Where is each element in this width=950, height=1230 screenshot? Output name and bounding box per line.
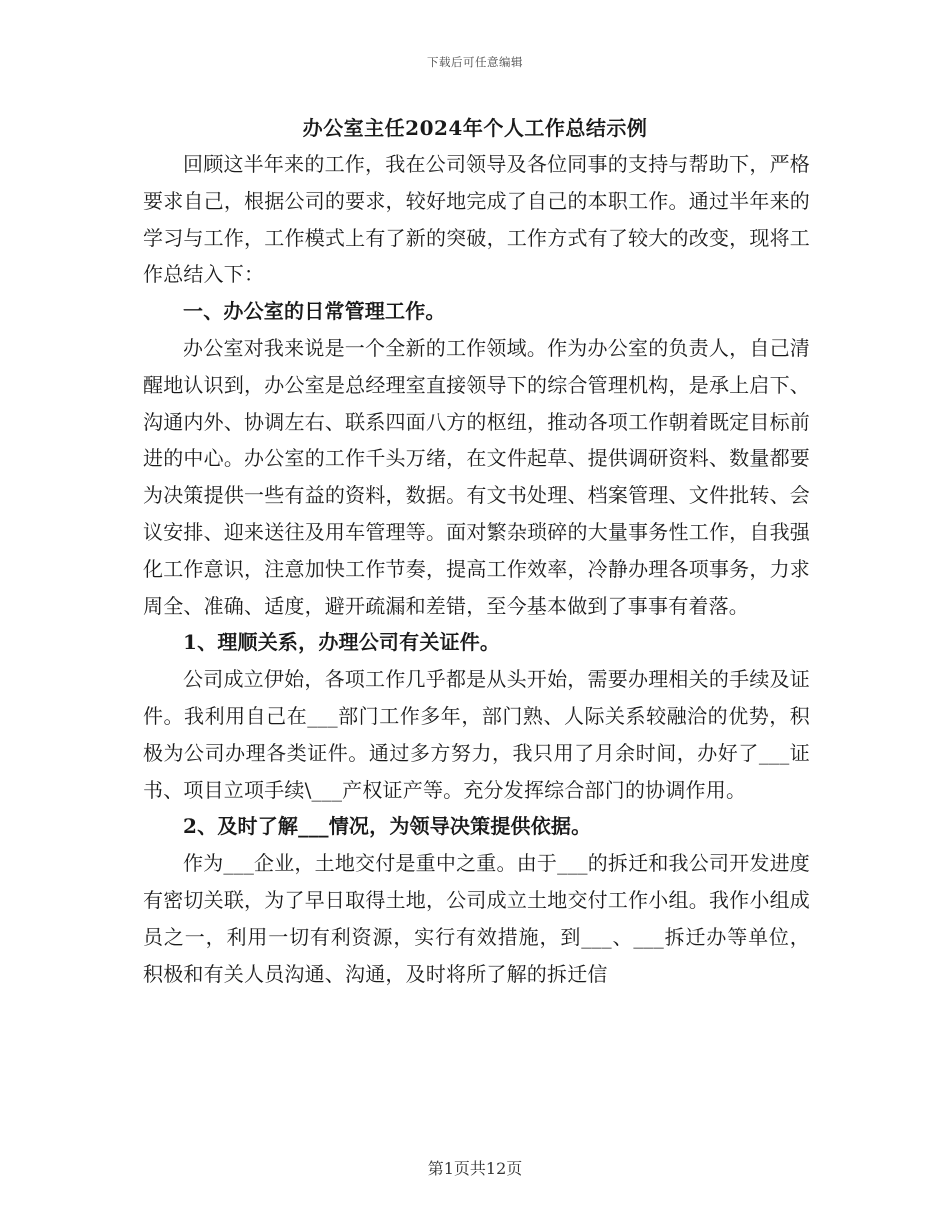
document-title: 办公室主任2024年个人工作总结示例 xyxy=(302,116,648,140)
section-heading-daily-management: 一、办公室的日常管理工作。 xyxy=(183,299,446,324)
subheading-situation: 2、及时了解___情况，为领导决策提供依据。 xyxy=(183,814,592,839)
paragraph-certificates: 公司成立伊始，各项工作几乎都是从头开始，需要办理相关的手续及证件。我利用自己在___部门工作多年，部门熟、人际关系较融洽的优势，积极为公司办理各类证件。通过多方努力，我只用了月余时间，办好了___证书、项目立项手续\___产权证产等。充分发挥综合部门的协调作用。 xyxy=(143,667,810,802)
paragraph-intro: 回顾这半年来的工作，我在公司领导及各位同事的支持与帮助下，严格要求自己，根据公司的要求，较好地完成了自己的本职工作。通过半年来的学习与工作，工作模式上有了新的突破，工作方式有了较大的改变，现将工作总结入下： xyxy=(143,152,810,287)
subheading-certificates: 1、理顺关系，办理公司有关证件。 xyxy=(183,630,501,655)
paragraph-office-role: 办公室对我来说是一个全新的工作领域。作为办公室的负责人，自己清醒地认识到，办公室是总经理室直接领导下的综合管理机构，是承上启下、沟通内外、协调左右、联系四面八方的枢纽，推动各项工作朝着既定目标前进的中心。办公室的工作千头万绪，在文件起草、提供调研资料、数量都要为决策提供一些有益的资料，数据。有文书处理、档案管理、文件批转、会议安排、迎来送往及用车管理等。面对繁杂琐碎的大量事务性工作，自我强化工作意识，注意加快工作节奏，提高工作效率，冷静办理各项事务，力求周全、准确、适度，避开疏漏和差错，至今基本做到了事事有着落。 xyxy=(143,335,810,618)
document-body xyxy=(143,146,810,992)
header-note: 下载后可任意编辑 xyxy=(427,55,523,69)
paragraph-land-delivery: 作为___企业，土地交付是重中之重。由于___的拆迁和我公司开发进度有密切关联，为了早日取得土地，公司成立土地交付工作小组。我作小组成员之一，利用一切有利资源，实行有效措施，到___、___拆迁办等单位，积极和有关人员沟通、沟通，及时将所了解的拆迁信 xyxy=(143,851,810,986)
page-footer: 第1页共12页 xyxy=(427,1159,523,1178)
